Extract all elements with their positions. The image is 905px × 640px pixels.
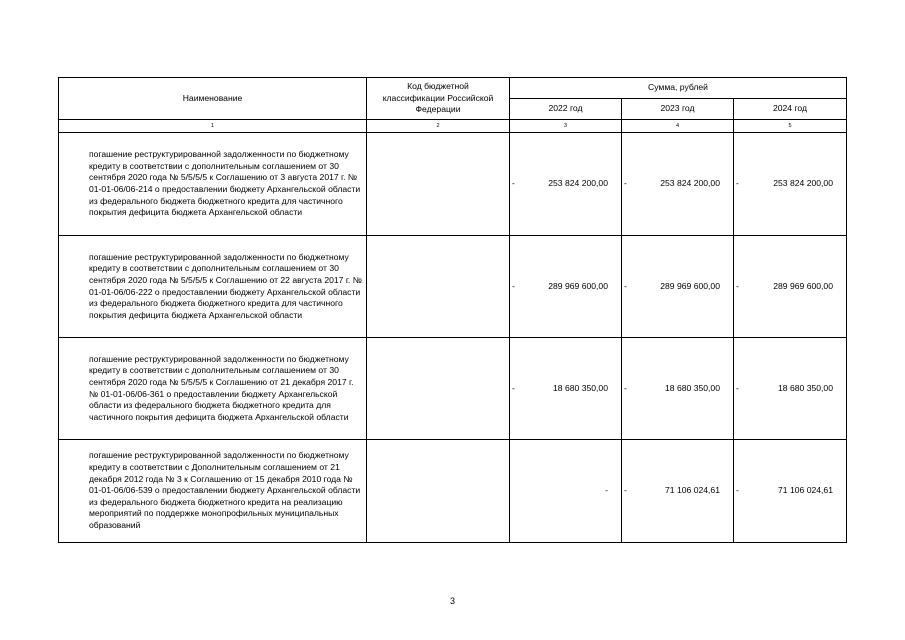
value-amount: 18 680 350,00: [665, 382, 720, 393]
row-value-2024: [734, 440, 847, 543]
header-year-2023: 2023 год: [622, 99, 734, 120]
value-dash: -: [736, 177, 739, 188]
row-value-2023: [622, 338, 734, 440]
value-dash: -: [512, 177, 515, 188]
value-amount: 253 824 200,00: [548, 178, 608, 189]
header-sum: Сумма, рублей: [510, 78, 847, 99]
value-dash: -: [736, 484, 739, 495]
row-name: погашение реструктурированной задолженности по бюджетному кредиту в соответствии с дополнительным соглашением от 30 сентября 2020 года № 5/5/5/5 к Соглашению от 21 декабря 2017 г. № 01-01-06/06-361 о предоставлении бюджету Архангельской области из федерального бюджета бюджетного кредита для частичного покрытия дефицита бюджета Архангельской области: [59, 338, 367, 440]
row-name: погашение реструктурированной задолженности по бюджетному кредиту в соответствии с дополнительным соглашением от 30 сентября 2020 года № 5/5/5/5 к Соглашению от 22 августа 2017 г. № 01-01-06/06-222 о предоставлении бюджету Архангельской области из федерального бюджета бюджетного кредита для частичного покрытия дефицита бюджета Архангельской области: [59, 236, 367, 338]
row-value-2022: [510, 133, 622, 236]
value-dash: -: [736, 280, 739, 291]
row-value-2022: [510, 440, 622, 543]
value-dash: -: [736, 382, 739, 393]
row-code: [367, 440, 510, 543]
column-number-1: 1: [59, 120, 367, 133]
header-year-2022: 2022 год: [510, 99, 622, 120]
value-dash: -: [624, 484, 627, 495]
column-number-2: 2: [367, 120, 510, 133]
value-amount: 253 824 200,00: [660, 178, 720, 189]
value-amount: 71 106 024,61: [778, 485, 833, 496]
column-number-3: 3: [510, 120, 622, 133]
value-amount: -: [605, 485, 608, 496]
value-amount: 289 969 600,00: [660, 280, 720, 291]
page-number: 3: [449, 596, 455, 606]
column-number-5: 5: [734, 120, 847, 133]
value-amount: 289 969 600,00: [773, 280, 833, 291]
row-name: погашение реструктурированной задолженности по бюджетному кредиту в соответствии с дополнительным соглашением от 30 сентября 2020 года № 5/5/5/5 к Соглашению от 3 августа 2017 г. № 01-01-06/06-214 о предоставлении бюджету Архангельской области из федерального бюджета бюджетного кредита для частичного покрытия дефицита бюджета Архангельской области: [59, 133, 367, 236]
header-row-column-numbers: [59, 120, 847, 133]
value-dash: -: [624, 382, 627, 393]
header-name: Наименование: [59, 78, 367, 120]
value-dash: -: [512, 280, 515, 291]
row-code: [367, 133, 510, 236]
row-value-2023: [622, 440, 734, 543]
header-row-top: [59, 78, 847, 99]
row-value-2023: [622, 236, 734, 338]
column-number-4: 4: [622, 120, 734, 133]
table-row: [59, 440, 847, 543]
row-value-2024: [734, 338, 847, 440]
table-row: [59, 338, 847, 440]
row-code: [367, 236, 510, 338]
value-amount: 18 680 350,00: [553, 382, 608, 393]
row-value-2024: [734, 133, 847, 236]
row-value-2022: [510, 338, 622, 440]
row-code: [367, 338, 510, 440]
row-name: погашение реструктурированной задолженности по бюджетному кредиту в соответствии с Дополнительным соглашением от 21 декабря 2012 года № 3 к Соглашению от 15 декабря 2010 года № 01-01-06/06-539 о предоставлении бюджету Архангельской области из федерального бюджета бюджетного кредита на реализацию мероприятий по поддержке монопрофильных муниципальных образований: [59, 440, 367, 543]
value-amount: 18 680 350,00: [778, 382, 833, 393]
header-year-2024: 2024 год: [734, 99, 847, 120]
table-row: [59, 133, 847, 236]
row-value-2024: [734, 236, 847, 338]
table-row: [59, 236, 847, 338]
value-dash: -: [512, 382, 515, 393]
value-amount: 253 824 200,00: [773, 178, 833, 189]
value-amount: 289 969 600,00: [548, 280, 608, 291]
value-dash: -: [624, 280, 627, 291]
budget-table: [58, 77, 847, 543]
row-value-2023: [622, 133, 734, 236]
value-dash: -: [624, 177, 627, 188]
header-code: Код бюджетной классификации Российской Федерации: [367, 78, 510, 120]
row-value-2022: [510, 236, 622, 338]
value-amount: 71 106 024,61: [665, 485, 720, 496]
